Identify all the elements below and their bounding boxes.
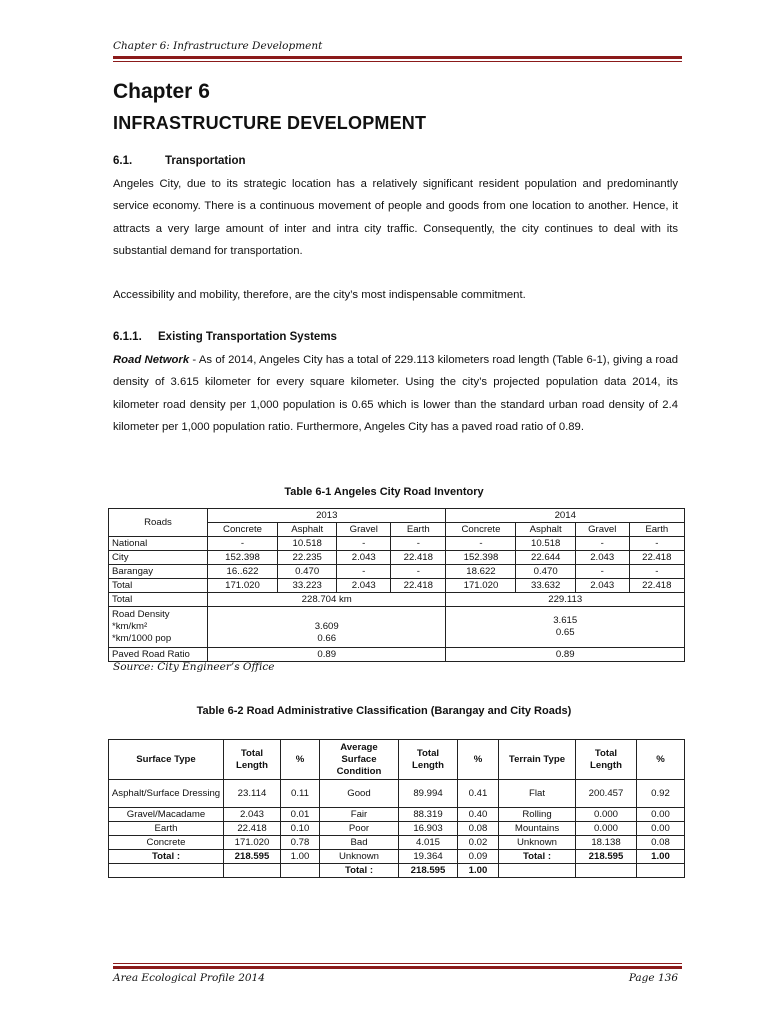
table-row: Barangay 16..622 0.470 - - 18.622 0.470 - -	[109, 565, 685, 579]
table-row: Total 228.704 km 229.113	[109, 593, 685, 607]
type-header: Asphalt	[277, 523, 336, 537]
table-row: Total : 218.595 1.00 Unknown 19.364 0.09 Total : 218.595 1.00	[109, 850, 685, 864]
roads-header: Roads	[109, 509, 208, 537]
table2-caption: Table 6-2 Road Administrative Classification (Barangay and City Roads)	[196, 705, 572, 717]
table1-caption: Table 6-1 Angeles City Road Inventory	[284, 486, 484, 498]
footer-rule	[113, 966, 682, 969]
table-row: National - 10.518 - - - 10.518 - -	[109, 537, 685, 551]
type-header: Asphalt	[516, 523, 575, 537]
type-header: Gravel	[575, 523, 629, 537]
table-row: City 152.398 22.235 2.043 22.418 152.398 22.644 2.043 22.418	[109, 551, 685, 565]
section-number: 6.1.1.	[113, 331, 142, 343]
type-header: Gravel	[337, 523, 391, 537]
road-network-text: - As of 2014, Angeles City has a total of 229.113 kilometers road length (Table 6-1), giving a road density of 3.615 kilometer for every square kilometer. Using the city’s projected population data 2014, its kilometer road density per 1,000 population is 0.65 which is lower than the standard urban road density of 2.4 kilometer per 1,000 population ratio. Furthermore, Angeles City has a paved road ratio of 0.89.	[113, 354, 679, 433]
chapter-heading	[113, 80, 210, 104]
table-row: Asphalt/Surface Dressing 23.114 0.11 Good 89.994 0.41 Flat 200.457 0.92	[109, 780, 685, 808]
section-number: 6.1.	[113, 155, 133, 167]
chapter-label: Chapter	[113, 80, 193, 103]
table-row: Total : 218.595 1.00	[109, 864, 685, 878]
table1-source: Source: City Engineer’s Office	[113, 661, 275, 673]
type-header: Concrete	[208, 523, 278, 537]
header-rule-thin	[113, 61, 682, 62]
road-inventory-table	[108, 508, 685, 662]
chapter-title: INFRASTRUCTURE DEVELOPMENT	[113, 113, 427, 133]
section-6-1-1-heading	[113, 331, 337, 343]
footer-rule-thin	[113, 963, 682, 964]
year-2013-header: 2013	[208, 509, 446, 523]
section-title: Transportation	[165, 155, 246, 167]
paragraph-road-network	[113, 349, 678, 438]
paragraph-transportation: Angeles City, due to its strategic location has a relatively significant resident population and predominantly service economy. There is a continuous movement of people and goods from one location to another. Hence, it attracts a very large amount of inter and intra city traffic. Consequently, the city continues to deal with its substantial demand for transportation.	[113, 178, 678, 257]
chapter-number: 6	[198, 80, 210, 103]
year-2014-header: 2014	[446, 509, 685, 523]
table-row: Concrete 171.020 0.78 Bad 4.015 0.02 Unknown 18.138 0.08	[109, 836, 685, 850]
type-header: Earth	[391, 523, 446, 537]
table-row: Total 171.020 33.223 2.043 22.418 171.020 33.632 2.043 22.418	[109, 579, 685, 593]
road-network-lead: Road Network	[113, 354, 190, 366]
type-header: Concrete	[446, 523, 516, 537]
header-rule	[113, 56, 682, 59]
running-header: Chapter 6: Infrastructure Development	[113, 40, 323, 52]
type-header: Earth	[629, 523, 684, 537]
page-number: Page 136	[628, 972, 678, 984]
section-6-1-heading	[113, 155, 246, 167]
table-row: Paved Road Ratio 0.89 0.89	[109, 648, 685, 662]
footer-left: Area Ecological Profile 2014	[113, 972, 265, 984]
section-title: Existing Transportation Systems	[158, 331, 337, 343]
table-row: Road Density *km/km² *km/1000 pop 3.609 0.66 3.615 0.65	[109, 607, 685, 648]
table-row: Earth 22.418 0.10 Poor 16.903 0.08 Mountains 0.000 0.00	[109, 822, 685, 836]
road-classification-table: Surface Type Total Length % Average Surface Condition Total Length % Terrain Type Total Length % Asphalt/Surface Dressing 23.114 0.11 Good 89.994 0.41 Flat 200.457 0.92 Gravel/Macadame 2.043 0.01 Fair 88.319 0.40 Rolling 0.000 0.00 Earth 22.418 0.10 Poor 16.903 0.08 Mountains 0.000 0.00 Concrete 171.020 0.78 Bad 4.015 0.02 Unknown 18.138 0.08 Total : 218.595 1.00 Unknown 19.364 0.09 Total : 218.595 1.00 Total : 218.595 1.00	[108, 739, 685, 878]
paragraph-accessibility: Accessibility and mobility, therefore, are the city’s most indispensable commitment.	[113, 289, 526, 301]
table-row: Gravel/Macadame 2.043 0.01 Fair 88.319 0.40 Rolling 0.000 0.00	[109, 808, 685, 822]
